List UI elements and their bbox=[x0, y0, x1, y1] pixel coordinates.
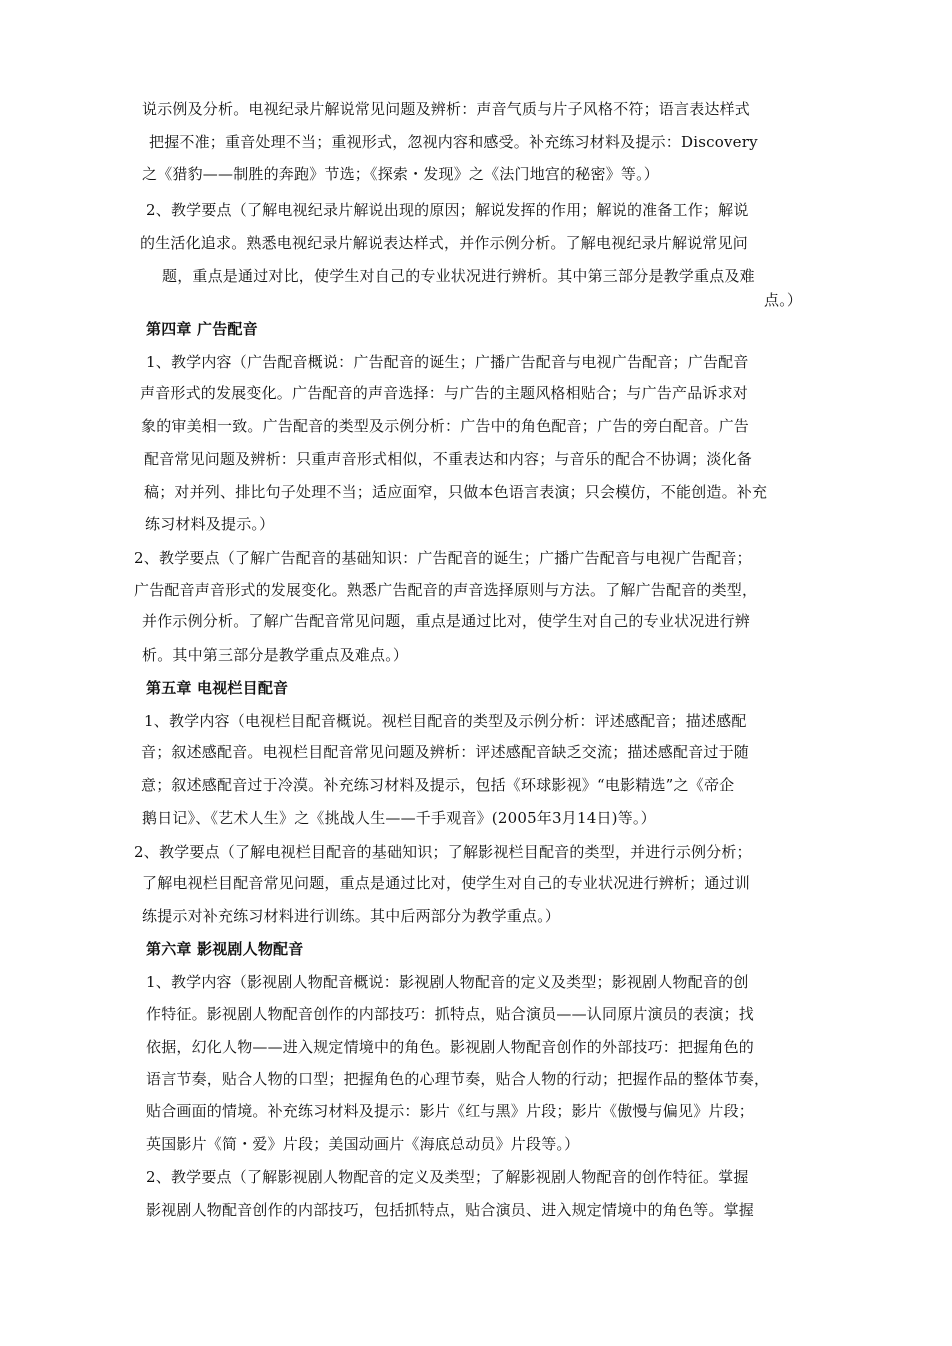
text-line: 影视剧人物配音创作的内部技巧，包括抓特点，贴合演员、进入规定情境中的角色等。掌握 bbox=[146, 1201, 755, 1219]
text-line: 2、教学要点（了解广告配音的基础知识：广告配音的诞生；广播广告配音与电视广告配音； bbox=[134, 549, 752, 567]
text-line: 1、教学内容（影视剧人物配音概说：影视剧人物配音的定义及类型；影视剧人物配音的创 bbox=[146, 973, 749, 991]
text-line: 英国影片《简・爱》片段；美国动画片《海底总动员》片段等。） bbox=[146, 1135, 580, 1153]
text-line: 并作示例分析。了解广告配音常见问题，重点是通过比对，使学生对自己的专业状况进行辨 bbox=[142, 612, 751, 630]
text-line: 把握不准；重音处理不当；重视形式，忽视内容和感受。补充练习材料及提示：Discovery bbox=[149, 133, 758, 151]
chapter-heading: 第四章 广告配音 bbox=[146, 320, 258, 338]
text-line: 声音形式的发展变化。广告配音的声音选择：与广告的主题风格相贴合；与广告产品诉求对 bbox=[140, 384, 749, 402]
text-line: 鹅日记》、《艺术人生》之《挑战人生——千手观音》(2005年3月14日)等。） bbox=[142, 809, 656, 827]
text-line: 稿；对并列、排比句子处理不当；适应面窄，只做本色语言表演；只会模仿，不能创造。补充 bbox=[144, 483, 768, 501]
chapter-heading: 第五章 电视栏目配音 bbox=[146, 679, 289, 697]
text-line: 音；叙述感配音。电视栏目配音常见问题及辨析：评述感配音缺乏交流；描述感配音过于随 bbox=[141, 743, 750, 761]
text-line: 之《猎豹——制胜的奔跑》节选；《探索・发现》之《法门地宫的秘密》等。） bbox=[142, 165, 660, 183]
text-line: 2、教学要点（了解影视剧人物配音的定义及类型；了解影视剧人物配音的创作特征。掌握 bbox=[146, 1168, 749, 1186]
text-line: 说示例及分析。电视纪录片解说常见问题及辨析：声音气质与片子风格不符；语言表达样式 bbox=[142, 100, 751, 118]
text-line: 2、教学要点（了解电视栏目配音的基础知识；了解影视栏目配音的类型，并进行示例分析； bbox=[134, 843, 752, 861]
text-line: 练习材料及提示。） bbox=[145, 515, 275, 533]
text-line: 2、教学要点（了解电视纪录片解说出现的原因；解说发挥的作用；解说的准备工作；解说 bbox=[146, 201, 749, 219]
text-line: 语言节奏，贴合人物的口型；把握角色的心理节奏，贴合人物的行动；把握作品的整体节奏， bbox=[146, 1070, 770, 1088]
text-line: 作特征。影视剧人物配音创作的内部技巧：抓特点，贴合演员——认同原片演员的表演；找 bbox=[146, 1005, 755, 1023]
text-line: 1、教学内容（电视栏目配音概说。视栏目配音的类型及示例分析：评述感配音；描述感配 bbox=[144, 712, 747, 730]
text-line: 广告配音声音形式的发展变化。熟悉广告配音的声音选择原则与方法。了解广告配音的类型， bbox=[134, 581, 758, 599]
text-line: 点。） bbox=[764, 291, 803, 309]
text-line: 配音常见问题及辨析：只重声音形式相似，不重表达和内容；与音乐的配合不协调；淡化备 bbox=[144, 450, 753, 468]
text-line: 了解电视栏目配音常见问题，重点是通过比对，使学生对自己的专业状况进行辨析；通过训 bbox=[142, 874, 751, 892]
text-line: 练提示对补充练习材料进行训练。其中后两部分为教学重点。） bbox=[142, 907, 561, 925]
text-line: 题，重点是通过对比，使学生对自己的专业状况进行辨析。其中第三部分是教学重点及难 bbox=[162, 267, 755, 285]
text-line: 贴合画面的情境。补充练习材料及提示：影片《红与黑》片段；影片《傲慢与偏见》片段； bbox=[146, 1102, 755, 1120]
text-line: 依据，幻化人物——进入规定情境中的角色。影视剧人物配音创作的外部技巧：把握角色的 bbox=[146, 1038, 755, 1056]
text-line: 析。其中第三部分是教学重点及难点。） bbox=[142, 646, 409, 664]
chapter-heading: 第六章 影视剧人物配音 bbox=[146, 940, 304, 958]
text-line: 1、教学内容（广告配音概说：广告配音的诞生；广播广告配音与电视广告配音；广告配音 bbox=[146, 353, 749, 371]
text-line: 象的审美相一致。广告配音的类型及示例分析：广告中的角色配音；广告的旁白配音。广告 bbox=[141, 417, 750, 435]
text-line: 的生活化追求。熟悉电视纪录片解说表达样式，并作示例分析。了解电视纪录片解说常见问 bbox=[140, 234, 749, 252]
text-line: 意；叙述感配音过于冷漠。补充练习材料及提示，包括《环球影视》“电影精选”之《帝企 bbox=[141, 776, 735, 794]
